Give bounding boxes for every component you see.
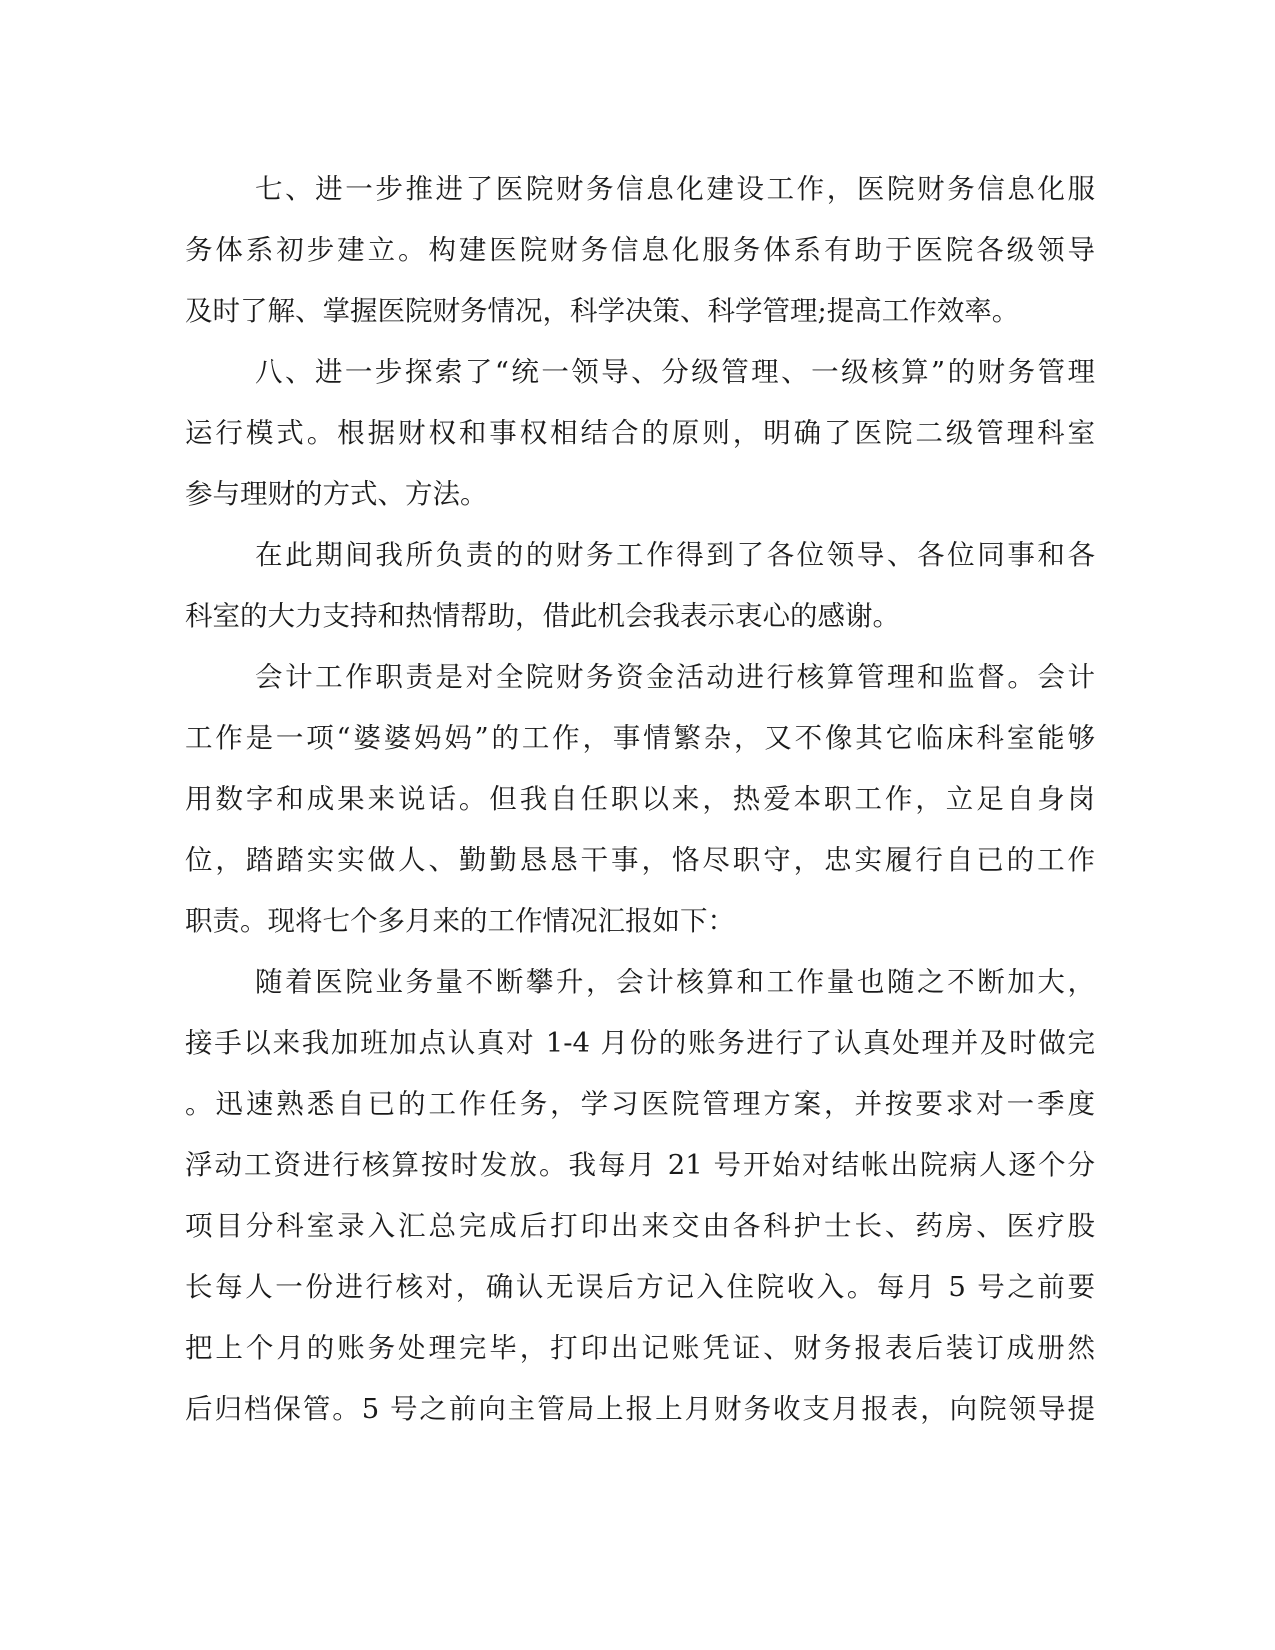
text-line: 长每人一份进行核对，确认无误后方记入住院收入。每月 5 号之前要	[185, 1271, 1095, 1303]
text-line: 及时了解、掌握医院财务情况，科学决策、科学管理;提高工作效率。	[185, 295, 1020, 327]
text-line: 。迅速熟悉自已的工作任务，学习医院管理方案，并按要求对一季度	[185, 1088, 1095, 1120]
text-line: 务体系初步建立。构建医院财务信息化服务体系有助于医院各级领导	[185, 234, 1095, 266]
text-line: 随着医院业务量不断攀升，会计核算和工作量也随之不断加大，	[255, 966, 1095, 998]
text-line: 科室的大力支持和热情帮助，借此机会我表示衷心的感谢。	[185, 600, 900, 632]
text-line: 把上个月的账务处理完毕，打印出记账凭证、财务报表后装订成册然	[185, 1332, 1095, 1364]
text-line: 接手以来我加班加点认真对 1-4 月份的账务进行了认真处理并及时做完	[185, 1027, 1095, 1059]
text-line: 参与理财的方式、方法。	[185, 478, 488, 510]
text-line: 八、进一步探索了“统一领导、分级管理、一级核算”的财务管理	[255, 356, 1095, 388]
text-line: 浮动工资进行核算按时发放。我每月 21 号开始对结帐出院病人逐个分	[185, 1149, 1095, 1181]
text-line: 用数字和成果来说话。但我自任职以来，热爱本职工作，立足自身岗	[185, 783, 1095, 815]
text-line: 职责。现将七个多月来的工作情况汇报如下：	[185, 905, 735, 937]
text-line: 后归档保管。5 号之前向主管局上报上月财务收支月报表，向院领导提	[185, 1393, 1095, 1425]
text-line: 运行模式。根据财权和事权相结合的原则，明确了医院二级管理科室	[185, 417, 1095, 449]
text-line: 七、进一步推进了医院财务信息化建设工作，医院财务信息化服	[255, 173, 1095, 205]
text-line: 在此期间我所负责的的财务工作得到了各位领导、各位同事和各	[255, 539, 1095, 571]
text-line: 项目分科室录入汇总完成后打印出来交由各科护士长、药房、医疗股	[185, 1210, 1095, 1242]
text-line: 会计工作职责是对全院财务资金活动进行核算管理和监督。会计	[255, 661, 1095, 693]
text-line: 工作是一项“婆婆妈妈”的工作，事情繁杂，又不像其它临床科室能够	[185, 722, 1095, 754]
text-line: 位，踏踏实实做人、勤勤恳恳干事，恪尽职守，忠实履行自已的工作	[185, 844, 1095, 876]
document-body	[185, 159, 1095, 1440]
